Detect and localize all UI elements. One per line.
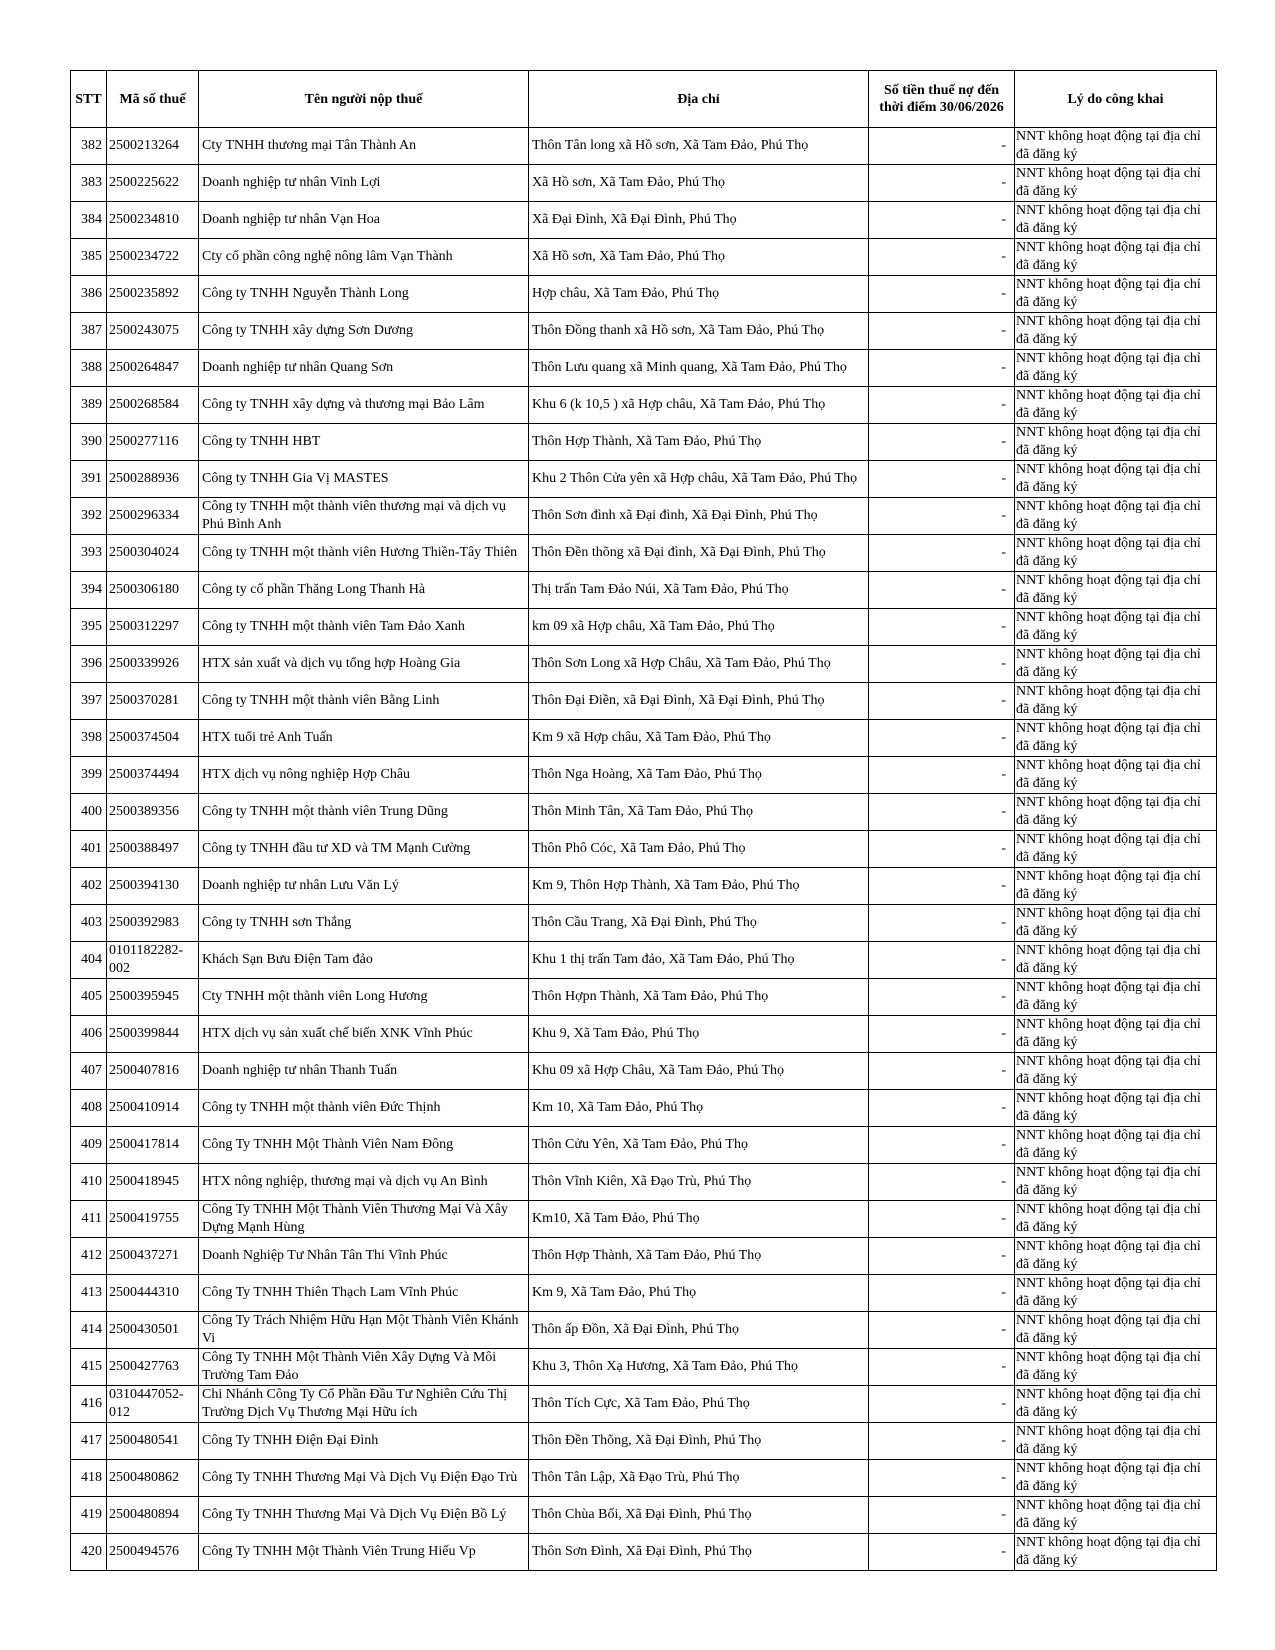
table-row	[71, 942, 1217, 979]
cell-reason: NNT không hoạt động tại địa chỉ đã đăng ký	[1015, 1497, 1217, 1534]
cell-tax-code: 2500277116	[107, 424, 199, 461]
cell-tax-code: 2500394130	[107, 868, 199, 905]
table-row	[71, 461, 1217, 498]
cell-tax-code: 2500225622	[107, 165, 199, 202]
table-row	[71, 424, 1217, 461]
cell-name: Công ty TNHH xây dựng và thương mại Bảo Lâm	[199, 387, 529, 424]
cell-tax-code: 2500234810	[107, 202, 199, 239]
cell-tax-code: 2500444310	[107, 1275, 199, 1312]
header-name: Tên người nộp thuế	[199, 71, 529, 128]
cell-tax-code: 2500419755	[107, 1201, 199, 1238]
cell-stt: 408	[71, 1090, 107, 1127]
cell-name: Công Ty TNHH Một Thành Viên Nam Đông	[199, 1127, 529, 1164]
cell-stt: 391	[71, 461, 107, 498]
cell-tax-code: 2500388497	[107, 831, 199, 868]
cell-name: Công Ty Trách Nhiệm Hữu Hạn Một Thành Viên Khánh Vi	[199, 1312, 529, 1349]
cell-stt: 417	[71, 1423, 107, 1460]
cell-tax-code: 2500410914	[107, 1090, 199, 1127]
cell-stt: 394	[71, 572, 107, 609]
cell-address: Thôn Hợp Thành, Xã Tam Đảo, Phú Thọ	[529, 424, 869, 461]
cell-address: Khu 9, Xã Tam Đảo, Phú Thọ	[529, 1016, 869, 1053]
cell-amount: -	[869, 350, 1015, 387]
cell-amount: -	[869, 202, 1015, 239]
cell-tax-code: 2500374504	[107, 720, 199, 757]
cell-name: Doanh nghiệp tư nhân Vạn Hoa	[199, 202, 529, 239]
cell-name: Công Ty TNHH Một Thành Viên Thương Mại Và Xây Dựng Mạnh Hùng	[199, 1201, 529, 1238]
cell-address: Thôn ấp Đồn, Xã Đại Đình, Phú Thọ	[529, 1312, 869, 1349]
cell-tax-code: 2500306180	[107, 572, 199, 609]
table-row	[71, 1349, 1217, 1386]
cell-stt: 388	[71, 350, 107, 387]
cell-name: Chi Nhánh Công Ty Cổ Phần Đầu Tư Nghiên Cứu Thị Trường Dịch Vụ Thương Mại Hữu ích	[199, 1386, 529, 1423]
cell-stt: 390	[71, 424, 107, 461]
table-row	[71, 572, 1217, 609]
table-row	[71, 1312, 1217, 1349]
cell-amount: -	[869, 276, 1015, 313]
cell-reason: NNT không hoạt động tại địa chỉ đã đăng ký	[1015, 979, 1217, 1016]
table-row	[71, 609, 1217, 646]
cell-reason: NNT không hoạt động tại địa chỉ đã đăng ký	[1015, 1090, 1217, 1127]
cell-name: Công ty TNHH một thành viên Đức Thịnh	[199, 1090, 529, 1127]
table-row	[71, 831, 1217, 868]
cell-reason: NNT không hoạt động tại địa chỉ đã đăng ký	[1015, 1275, 1217, 1312]
cell-address: Km 9 xã Hợp châu, Xã Tam Đảo, Phú Thọ	[529, 720, 869, 757]
cell-name: Doanh nghiệp tư nhân Quang Sơn	[199, 350, 529, 387]
cell-reason: NNT không hoạt động tại địa chỉ đã đăng ký	[1015, 1201, 1217, 1238]
cell-stt: 414	[71, 1312, 107, 1349]
cell-tax-code: 2500417814	[107, 1127, 199, 1164]
cell-amount: -	[869, 1423, 1015, 1460]
cell-amount: -	[869, 868, 1015, 905]
cell-reason: NNT không hoạt động tại địa chỉ đã đăng ký	[1015, 498, 1217, 535]
cell-address: Km10, Xã Tam Đảo, Phú Thọ	[529, 1201, 869, 1238]
cell-amount: -	[869, 979, 1015, 1016]
cell-stt: 386	[71, 276, 107, 313]
cell-reason: NNT không hoạt động tại địa chỉ đã đăng ký	[1015, 387, 1217, 424]
cell-reason: NNT không hoạt động tại địa chỉ đã đăng ký	[1015, 757, 1217, 794]
cell-amount: -	[869, 683, 1015, 720]
cell-stt: 395	[71, 609, 107, 646]
cell-tax-code: 2500418945	[107, 1164, 199, 1201]
table-row	[71, 239, 1217, 276]
cell-address: Hợp châu, Xã Tam Đảo, Phú Thọ	[529, 276, 869, 313]
cell-stt: 383	[71, 165, 107, 202]
table-row	[71, 794, 1217, 831]
table-row	[71, 868, 1217, 905]
cell-name: Công Ty TNHH Điện Đại Đình	[199, 1423, 529, 1460]
cell-tax-code: 2500235892	[107, 276, 199, 313]
cell-name: Doanh nghiệp tư nhân Vinh Lợi	[199, 165, 529, 202]
cell-address: Thị trấn Tam Đảo Núi, Xã Tam Đảo, Phú Thọ	[529, 572, 869, 609]
cell-stt: 406	[71, 1016, 107, 1053]
cell-tax-code: 2500264847	[107, 350, 199, 387]
cell-address: Thôn Sơn Long xã Hợp Châu, Xã Tam Đảo, Phú Thọ	[529, 646, 869, 683]
cell-stt: 385	[71, 239, 107, 276]
cell-reason: NNT không hoạt động tại địa chỉ đã đăng ký	[1015, 128, 1217, 165]
cell-address: Xã Hồ sơn, Xã Tam Đảo, Phú Thọ	[529, 239, 869, 276]
cell-amount: -	[869, 1349, 1015, 1386]
cell-tax-code: 2500296334	[107, 498, 199, 535]
cell-stt: 399	[71, 757, 107, 794]
table-row	[71, 757, 1217, 794]
table-row	[71, 1497, 1217, 1534]
cell-name: HTX sản xuất và dịch vụ tổng hợp Hoàng Gia	[199, 646, 529, 683]
cell-reason: NNT không hoạt động tại địa chỉ đã đăng ký	[1015, 1016, 1217, 1053]
cell-amount: -	[869, 461, 1015, 498]
cell-tax-code: 2500374494	[107, 757, 199, 794]
cell-amount: -	[869, 387, 1015, 424]
cell-reason: NNT không hoạt động tại địa chỉ đã đăng ký	[1015, 905, 1217, 942]
table-row	[71, 202, 1217, 239]
table-row	[71, 979, 1217, 1016]
cell-stt: 397	[71, 683, 107, 720]
cell-reason: NNT không hoạt động tại địa chỉ đã đăng ký	[1015, 1053, 1217, 1090]
cell-stt: 403	[71, 905, 107, 942]
table-row	[71, 350, 1217, 387]
cell-amount: -	[869, 1275, 1015, 1312]
cell-name: Công ty TNHH xây dựng Sơn Dương	[199, 313, 529, 350]
table-row	[71, 276, 1217, 313]
cell-address: Thôn Đền Thõng, Xã Đại Đình, Phú Thọ	[529, 1423, 869, 1460]
cell-amount: -	[869, 757, 1015, 794]
cell-reason: NNT không hoạt động tại địa chỉ đã đăng ký	[1015, 646, 1217, 683]
cell-amount: -	[869, 831, 1015, 868]
cell-name: HTX nông nghiệp, thương mại và dịch vụ An Bình	[199, 1164, 529, 1201]
cell-amount: -	[869, 1460, 1015, 1497]
cell-name: Doanh Nghiệp Tư Nhân Tân Thi Vĩnh Phúc	[199, 1238, 529, 1275]
header-amount: Số tiền thuế nợ đến thời điểm 30/06/2026	[869, 71, 1015, 128]
cell-address: Thôn Tích Cực, Xã Tam Đảo, Phú Thọ	[529, 1386, 869, 1423]
cell-tax-code: 2500407816	[107, 1053, 199, 1090]
cell-stt: 402	[71, 868, 107, 905]
cell-amount: -	[869, 1386, 1015, 1423]
cell-address: Thôn Đại Điền, xã Đại Đình, Xã Đại Đình, Phú Thọ	[529, 683, 869, 720]
cell-stt: 413	[71, 1275, 107, 1312]
cell-address: Thôn Đồng thanh xã Hồ sơn, Xã Tam Đảo, Phú Thọ	[529, 313, 869, 350]
cell-reason: NNT không hoạt động tại địa chỉ đã đăng ký	[1015, 239, 1217, 276]
cell-name: Công Ty TNHH Thiên Thạch Lam Vĩnh Phúc	[199, 1275, 529, 1312]
table-row	[71, 313, 1217, 350]
cell-reason: NNT không hoạt động tại địa chỉ đã đăng ký	[1015, 720, 1217, 757]
cell-stt: 407	[71, 1053, 107, 1090]
table-row	[71, 1386, 1217, 1423]
cell-address: Thôn Sơn Đình, Xã Đại Đình, Phú Thọ	[529, 1534, 869, 1571]
cell-amount: -	[869, 424, 1015, 461]
table-row	[71, 165, 1217, 202]
cell-address: Thôn Lưu quang xã Minh quang, Xã Tam Đảo, Phú Thọ	[529, 350, 869, 387]
cell-amount: -	[869, 1497, 1015, 1534]
cell-stt: 382	[71, 128, 107, 165]
cell-address: Km 9, Thôn Hợp Thành, Xã Tam Đảo, Phú Thọ	[529, 868, 869, 905]
cell-amount: -	[869, 498, 1015, 535]
cell-stt: 404	[71, 942, 107, 979]
cell-reason: NNT không hoạt động tại địa chỉ đã đăng ký	[1015, 1349, 1217, 1386]
cell-tax-code: 2500494576	[107, 1534, 199, 1571]
table-row	[71, 720, 1217, 757]
cell-amount: -	[869, 1534, 1015, 1571]
cell-amount: -	[869, 1127, 1015, 1164]
cell-name: Công Ty TNHH Một Thành Viên Trung Hiếu Vp	[199, 1534, 529, 1571]
table-row	[71, 1534, 1217, 1571]
cell-name: HTX tuổi trẻ Anh Tuấn	[199, 720, 529, 757]
table-header-row	[71, 71, 1217, 128]
cell-reason: NNT không hoạt động tại địa chỉ đã đăng ký	[1015, 1534, 1217, 1571]
cell-name: Công ty TNHH Nguyễn Thành Long	[199, 276, 529, 313]
cell-stt: 410	[71, 1164, 107, 1201]
cell-amount: -	[869, 1016, 1015, 1053]
table-row	[71, 1016, 1217, 1053]
cell-amount: -	[869, 1164, 1015, 1201]
table-row	[71, 1127, 1217, 1164]
cell-address: km 09 xã Hợp châu, Xã Tam Đảo, Phú Thọ	[529, 609, 869, 646]
cell-address: Km 9, Xã Tam Đảo, Phú Thọ	[529, 1275, 869, 1312]
cell-name: Công ty TNHH một thành viên Trung Dũng	[199, 794, 529, 831]
cell-amount: -	[869, 720, 1015, 757]
cell-address: Khu 09 xã Hợp Châu, Xã Tam Đảo, Phú Thọ	[529, 1053, 869, 1090]
cell-stt: 411	[71, 1201, 107, 1238]
cell-amount: -	[869, 165, 1015, 202]
cell-stt: 387	[71, 313, 107, 350]
table-row	[71, 1164, 1217, 1201]
cell-stt: 392	[71, 498, 107, 535]
cell-tax-code: 2500339926	[107, 646, 199, 683]
cell-reason: NNT không hoạt động tại địa chỉ đã đăng ký	[1015, 461, 1217, 498]
cell-reason: NNT không hoạt động tại địa chỉ đã đăng ký	[1015, 794, 1217, 831]
table-row	[71, 1275, 1217, 1312]
cell-stt: 412	[71, 1238, 107, 1275]
table-row	[71, 646, 1217, 683]
cell-name: Công Ty TNHH Một Thành Viên Xây Dựng Và Môi Trường Tam Đảo	[199, 1349, 529, 1386]
cell-address: Thôn Nga Hoàng, Xã Tam Đảo, Phú Thọ	[529, 757, 869, 794]
cell-address: Thôn Vĩnh Kiên, Xã Đạo Trù, Phú Thọ	[529, 1164, 869, 1201]
cell-address: Thôn Cửu Yên, Xã Tam Đảo, Phú Thọ	[529, 1127, 869, 1164]
cell-address: Khu 6 (k 10,5 ) xã Hợp châu, Xã Tam Đảo, Phú Thọ	[529, 387, 869, 424]
cell-name: Công ty TNHH đầu tư XD và TM Mạnh Cường	[199, 831, 529, 868]
cell-tax-code: 2500370281	[107, 683, 199, 720]
cell-address: Thôn Hợpn Thành, Xã Tam Đảo, Phú Thọ	[529, 979, 869, 1016]
table-row	[71, 128, 1217, 165]
cell-amount: -	[869, 609, 1015, 646]
cell-address: Thôn Chùa Bối, Xã Đại Đình, Phú Thọ	[529, 1497, 869, 1534]
cell-address: Thôn Sơn đình xã Đại đình, Xã Đại Đình, Phú Thọ	[529, 498, 869, 535]
cell-name: Doanh nghiệp tư nhân Lưu Văn Lý	[199, 868, 529, 905]
cell-address: Thôn Minh Tân, Xã Tam Đảo, Phú Thọ	[529, 794, 869, 831]
table-row	[71, 1053, 1217, 1090]
cell-stt: 401	[71, 831, 107, 868]
cell-stt: 400	[71, 794, 107, 831]
table-row	[71, 387, 1217, 424]
cell-tax-code: 2500268584	[107, 387, 199, 424]
cell-tax-code: 2500480894	[107, 1497, 199, 1534]
table-row	[71, 535, 1217, 572]
cell-reason: NNT không hoạt động tại địa chỉ đã đăng ký	[1015, 609, 1217, 646]
cell-address: Khu 2 Thôn Cửa yên xã Hợp châu, Xã Tam Đảo, Phú Thọ	[529, 461, 869, 498]
cell-stt: 405	[71, 979, 107, 1016]
cell-address: Xã Hồ sơn, Xã Tam Đảo, Phú Thọ	[529, 165, 869, 202]
cell-amount: -	[869, 128, 1015, 165]
cell-reason: NNT không hoạt động tại địa chỉ đã đăng ký	[1015, 1312, 1217, 1349]
cell-name: Công ty TNHH một thành viên thương mại và dịch vụ Phú Bình Anh	[199, 498, 529, 535]
cell-name: Công ty TNHH một thành viên Bằng Linh	[199, 683, 529, 720]
cell-tax-code: 2500213264	[107, 128, 199, 165]
cell-reason: NNT không hoạt động tại địa chỉ đã đăng ký	[1015, 535, 1217, 572]
cell-amount: -	[869, 313, 1015, 350]
cell-tax-code: 2500430501	[107, 1312, 199, 1349]
cell-name: HTX dịch vụ nông nghiệp Hợp Châu	[199, 757, 529, 794]
cell-reason: NNT không hoạt động tại địa chỉ đã đăng ký	[1015, 276, 1217, 313]
cell-tax-code: 0101182282-002	[107, 942, 199, 979]
cell-amount: -	[869, 794, 1015, 831]
table-row	[71, 1460, 1217, 1497]
cell-stt: 419	[71, 1497, 107, 1534]
cell-reason: NNT không hoạt động tại địa chỉ đã đăng ký	[1015, 1238, 1217, 1275]
tax-debt-table	[70, 70, 1217, 1571]
cell-name: Cty TNHH một thành viên Long Hương	[199, 979, 529, 1016]
cell-reason: NNT không hoạt động tại địa chỉ đã đăng ký	[1015, 572, 1217, 609]
table-row	[71, 498, 1217, 535]
cell-stt: 409	[71, 1127, 107, 1164]
cell-amount: -	[869, 942, 1015, 979]
document-page	[70, 70, 1216, 1571]
cell-amount: -	[869, 239, 1015, 276]
cell-amount: -	[869, 1090, 1015, 1127]
header-address: Địa chỉ	[529, 71, 869, 128]
cell-stt: 396	[71, 646, 107, 683]
cell-reason: NNT không hoạt động tại địa chỉ đã đăng ký	[1015, 868, 1217, 905]
header-stt: STT	[71, 71, 107, 128]
cell-amount: -	[869, 646, 1015, 683]
cell-name: Doanh nghiệp tư nhân Thanh Tuấn	[199, 1053, 529, 1090]
cell-stt: 415	[71, 1349, 107, 1386]
cell-reason: NNT không hoạt động tại địa chỉ đã đăng ký	[1015, 313, 1217, 350]
cell-name: Công ty cổ phần Thăng Long Thanh Hà	[199, 572, 529, 609]
cell-name: Cty TNHH thương mại Tân Thành An	[199, 128, 529, 165]
cell-reason: NNT không hoạt động tại địa chỉ đã đăng ký	[1015, 424, 1217, 461]
cell-address: Thôn Tân Lập, Xã Đạo Trù, Phú Thọ	[529, 1460, 869, 1497]
cell-reason: NNT không hoạt động tại địa chỉ đã đăng ký	[1015, 350, 1217, 387]
cell-tax-code: 2500427763	[107, 1349, 199, 1386]
cell-name: Khách Sạn Bưu Điện Tam đảo	[199, 942, 529, 979]
cell-reason: NNT không hoạt động tại địa chỉ đã đăng ký	[1015, 1127, 1217, 1164]
cell-address: Khu 3, Thôn Xạ Hương, Xã Tam Đảo, Phú Thọ	[529, 1349, 869, 1386]
cell-amount: -	[869, 1053, 1015, 1090]
cell-reason: NNT không hoạt động tại địa chỉ đã đăng ký	[1015, 831, 1217, 868]
cell-tax-code: 2500389356	[107, 794, 199, 831]
cell-reason: NNT không hoạt động tại địa chỉ đã đăng ký	[1015, 1460, 1217, 1497]
cell-stt: 398	[71, 720, 107, 757]
cell-amount: -	[869, 535, 1015, 572]
table-row	[71, 1238, 1217, 1275]
cell-reason: NNT không hoạt động tại địa chỉ đã đăng ký	[1015, 683, 1217, 720]
cell-tax-code: 2500480862	[107, 1460, 199, 1497]
table-row	[71, 1090, 1217, 1127]
table-body	[71, 128, 1217, 1571]
cell-name: Công ty TNHH sơn Thắng	[199, 905, 529, 942]
cell-tax-code: 2500395945	[107, 979, 199, 1016]
cell-name: Công ty TNHH HBT	[199, 424, 529, 461]
cell-stt: 393	[71, 535, 107, 572]
cell-name: Công ty TNHH Gia Vị MASTES	[199, 461, 529, 498]
cell-stt: 389	[71, 387, 107, 424]
cell-reason: NNT không hoạt động tại địa chỉ đã đăng ký	[1015, 165, 1217, 202]
cell-address: Khu 1 thị trấn Tam đảo, Xã Tam Đảo, Phú Thọ	[529, 942, 869, 979]
cell-tax-code: 2500243075	[107, 313, 199, 350]
cell-amount: -	[869, 1238, 1015, 1275]
cell-reason: NNT không hoạt động tại địa chỉ đã đăng ký	[1015, 1386, 1217, 1423]
cell-address: Thôn Tân long xã Hồ sơn, Xã Tam Đảo, Phú Thọ	[529, 128, 869, 165]
cell-name: Công ty TNHH một thành viên Hương Thiền-Tây Thiên	[199, 535, 529, 572]
table-row	[71, 1201, 1217, 1238]
cell-stt: 416	[71, 1386, 107, 1423]
cell-tax-code: 2500234722	[107, 239, 199, 276]
cell-amount: -	[869, 1312, 1015, 1349]
cell-amount: -	[869, 905, 1015, 942]
cell-name: Công Ty TNHH Thương Mại Và Dịch Vụ Điện Bồ Lý	[199, 1497, 529, 1534]
cell-address: Xã Đại Đình, Xã Đại Đình, Phú Thọ	[529, 202, 869, 239]
cell-reason: NNT không hoạt động tại địa chỉ đã đăng ký	[1015, 1423, 1217, 1460]
cell-reason: NNT không hoạt động tại địa chỉ đã đăng ký	[1015, 1164, 1217, 1201]
cell-stt: 384	[71, 202, 107, 239]
cell-name: Cty cổ phần công nghệ nông lâm Vạn Thành	[199, 239, 529, 276]
cell-tax-code: 2500288936	[107, 461, 199, 498]
cell-name: Công Ty TNHH Thương Mại Và Dịch Vụ Điện Đạo Trù	[199, 1460, 529, 1497]
table-row	[71, 1423, 1217, 1460]
cell-tax-code: 2500399844	[107, 1016, 199, 1053]
cell-stt: 420	[71, 1534, 107, 1571]
cell-amount: -	[869, 572, 1015, 609]
cell-tax-code: 2500392983	[107, 905, 199, 942]
table-row	[71, 905, 1217, 942]
cell-address: Thôn Hợp Thành, Xã Tam Đảo, Phú Thọ	[529, 1238, 869, 1275]
cell-address: Thôn Cầu Trang, Xã Đại Đình, Phú Thọ	[529, 905, 869, 942]
table-row	[71, 683, 1217, 720]
cell-tax-code: 2500304024	[107, 535, 199, 572]
cell-amount: -	[869, 1201, 1015, 1238]
cell-address: Thôn Phô Cóc, Xã Tam Đảo, Phú Thọ	[529, 831, 869, 868]
header-reason: Lý do công khai	[1015, 71, 1217, 128]
cell-address: Km 10, Xã Tam Đảo, Phú Thọ	[529, 1090, 869, 1127]
cell-tax-code: 2500312297	[107, 609, 199, 646]
cell-name: HTX dịch vụ sản xuất chế biến XNK Vĩnh Phúc	[199, 1016, 529, 1053]
header-tax-code: Mã số thuế	[107, 71, 199, 128]
cell-stt: 418	[71, 1460, 107, 1497]
cell-reason: NNT không hoạt động tại địa chỉ đã đăng ký	[1015, 942, 1217, 979]
cell-reason: NNT không hoạt động tại địa chỉ đã đăng ký	[1015, 202, 1217, 239]
cell-tax-code: 2500437271	[107, 1238, 199, 1275]
cell-tax-code: 2500480541	[107, 1423, 199, 1460]
cell-name: Công ty TNHH một thành viên Tam Đảo Xanh	[199, 609, 529, 646]
cell-address: Thôn Đền thõng xã Đại đình, Xã Đại Đình, Phú Thọ	[529, 535, 869, 572]
cell-tax-code: 0310447052-012	[107, 1386, 199, 1423]
